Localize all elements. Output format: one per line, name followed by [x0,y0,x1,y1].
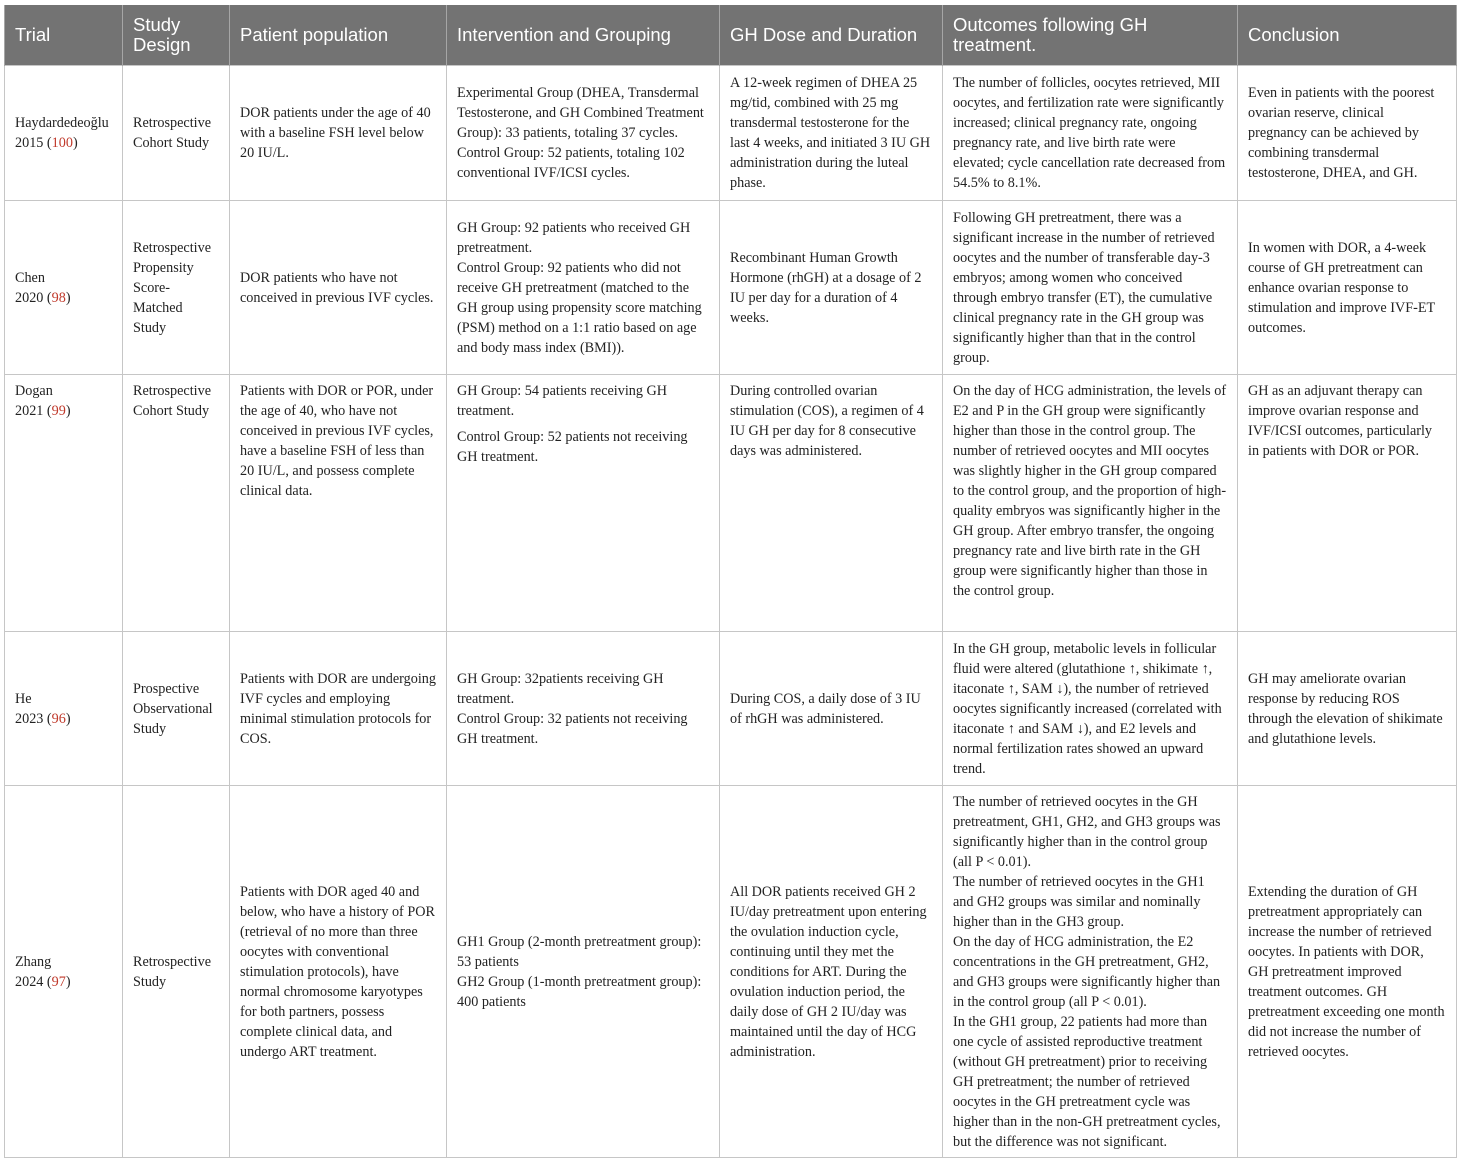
cell-design: Retrospective Study [123,786,230,1158]
cell-outcomes [943,786,1238,1158]
cell-conclusion: Even in patients with the poorest ovarian reserve, clinical pregnancy can be achieved by combining transdermal testosterone, DHEA, and GH. [1238,66,1457,201]
reference-link[interactable]: 99 [51,403,66,419]
trial-year: 2021 ( [15,403,52,419]
trial-year: 2023 ( [15,710,52,727]
cell-design: Retrospective Cohort Study [123,66,230,201]
cell-population: Patients with DOR or POR, under the age of 40, who have not conceived in previous IVF cycles, have a baseline FSH of less than 20 IU/L, and possess complete clinical data. [230,375,447,632]
table-row [5,66,1457,201]
cell-trial [5,786,123,1158]
reference-link[interactable]: 100 [51,135,73,151]
cell-trial [5,632,123,786]
outcome-paragraph-2: The number of retrieved oocytes in the GH1 and GH2 groups was similar and nominally higher than in the GH3 group. [953,873,1205,930]
cell-intervention [447,66,720,201]
cell-trial [5,201,123,375]
cell-dose: During controlled ovarian stimulation (COS), a regimen of 4 IU GH per day for 8 consecutive days was administered. [720,375,943,632]
study-table [4,5,1457,1158]
table-row [5,375,1457,632]
intervention-group-1: GH1 Group (2-month pretreatment group): 53 patients [457,933,702,970]
trial-close: ) [65,403,71,419]
cell-design: Retrospective Propensity Score-Matched Study [123,201,230,375]
table-body [5,66,1457,1158]
reference-link[interactable]: 98 [51,289,66,306]
table-container [4,5,1460,1158]
reference-link[interactable]: 96 [51,710,66,727]
cell-design: Retrospective Cohort Study [123,375,230,632]
cell-dose: A 12-week regimen of DHEA 25 mg/tid, combined with 25 mg transdermal testosterone for the last 4 weeks, and initiated 3 IU GH administration during the luteal phase. [720,66,943,201]
trial-year-line [15,972,112,992]
header-patient-population: Patient population [230,5,447,66]
trial-name: Zhang [15,953,52,970]
header-trial: Trial [5,5,123,66]
cell-outcomes: The number of follicles, oocytes retrieved, MII oocytes, and fertilization rate were significantly increased; clinical pregnancy rate, ongoing pregnancy rate, and live birth rate were elevated; cycle cancellation rate decreased from 54.5% to 8.1%. [943,66,1238,201]
intervention-group-1: Experimental Group (DHEA, Transdermal Testosterone, and GH Combined Treatment Group): 33 patients, totaling 37 cycles. [457,85,704,141]
intervention-group-1: GH Group: 92 patients who received GH pretreatment. [457,219,691,256]
trial-year-line [15,401,112,421]
header-outcomes: Outcomes following GH treatment. [943,5,1238,66]
table-row [5,786,1457,1158]
intervention-group-2: GH2 Group (1-month pretreatment group): 400 patients [457,973,702,1010]
intervention-group-1: GH Group: 54 patients receiving GH treatment. [457,383,668,419]
cell-conclusion: In women with DOR, a 4-week course of GH pretreatment can enhance ovarian response to stimulation and improve IVF-ET outcomes. [1238,201,1457,375]
cell-intervention [447,375,720,632]
cell-intervention [447,632,720,786]
intervention-group-2: Control Group: 32 patients not receiving GH treatment. [457,710,688,747]
header-study-design: Study Design [123,5,230,66]
cell-dose: All DOR patients received GH 2 IU/day pretreatment upon entering the ovulation induction cycle, continuing until they met the conditions for ART. During the ovulation induction period, the daily dose of GH 2 IU/day was maintained until the day of HCG administration. [720,786,943,1158]
trial-year: 2024 ( [15,973,52,990]
header-intervention: Intervention and Grouping [447,5,720,66]
cell-conclusion: GH as an adjuvant therapy can improve ovarian response and IVF/ICSI outcomes, particularly in patients with DOR or POR. [1238,375,1457,632]
cell-population: DOR patients under the age of 40 with a baseline FSH level below 20 IU/L. [230,66,447,201]
cell-population: DOR patients who have not conceived in previous IVF cycles. [230,201,447,375]
header-conclusion: Conclusion [1238,5,1457,66]
intervention-group-2: Control Group: 52 patients, totaling 102 conventional IVF/ICSI cycles. [457,145,685,181]
intervention-group-1: GH Group: 32patients receiving GH treatment. [457,670,664,707]
cell-conclusion: Extending the duration of GH pretreatment appropriately can increase the number of retrieved oocytes. In patients with DOR, GH pretreatment improved treatment outcomes. GH pretreatment exceeding one month did not increase the number of retrieved oocytes. [1238,786,1457,1158]
cell-dose: During COS, a daily dose of 3 IU of rhGH was administered. [720,632,943,786]
trial-name: Haydardedeoğlu [15,115,109,131]
outcome-paragraph-4: In the GH1 group, 22 patients had more than one cycle of assisted reproductive treatment (without GH pretreatment) prior to receiving GH pretreatment; the number of retrieved oocytes in the GH pretreatment cycle was higher than in the non-GH pretreatment cycles, but the difference was not significant. [953,1013,1221,1150]
header-row [5,5,1457,66]
cell-population: Patients with DOR are undergoing IVF cycles and employing minimal stimulation protocols for COS. [230,632,447,786]
table-row [5,201,1457,375]
table-row [5,632,1457,786]
trial-year-line [15,709,112,729]
cell-dose: Recombinant Human Growth Hormone (rhGH) at a dosage of 2 IU per day for a duration of 4 weeks. [720,201,943,375]
cell-outcomes: On the day of HCG administration, the levels of E2 and P in the GH group were significantly higher than those in the control group. The number of retrieved oocytes and MII oocytes was slightly higher in the GH group compared to the control group, and the proportion of high-quality embryos was significantly higher in the GH group. After embryo transfer, the ongoing pregnancy rate and live birth rate in the GH group were significantly higher than those in the control group. [943,375,1238,632]
cell-trial [5,66,123,201]
intervention-group-2: Control Group: 52 patients not receiving GH treatment. [457,429,688,465]
cell-trial [5,375,123,632]
header-gh-dose: GH Dose and Duration [720,5,943,66]
trial-year: 2015 ( [15,135,52,151]
reference-link[interactable]: 97 [51,973,66,990]
cell-intervention [447,786,720,1158]
cell-intervention [447,201,720,375]
trial-year-line [15,133,112,153]
outcome-paragraph-1: The number of retrieved oocytes in the GH pretreatment, GH1, GH2, and GH3 groups was significantly higher than in the control group (all P < 0.01). [953,793,1221,870]
cell-outcomes: Following GH pretreatment, there was a significant increase in the number of retrieved oocytes and the number of transferable day-3 embryos; among women who conceived through embryo transfer (ET), the cumulative clinical pregnancy rate in the GH group was significantly higher than that in the control group. [943,201,1238,375]
outcome-paragraph-3: On the day of HCG administration, the E2 concentrations in the GH pretreatment, GH2, and GH3 groups were significantly higher than in the control group (all P < 0.01). [953,933,1221,1010]
cell-outcomes: In the GH group, metabolic levels in follicular fluid were altered (glutathione ↑, shikimate ↑, itaconate ↑, SAM ↓), the number of retrieved oocytes significantly increased (correlated with itaconate ↑ and SAM ↓), and E2 levels and normal fertilization rates showed an upward trend. [943,632,1238,786]
trial-year-line [15,288,112,308]
trial-year: 2020 ( [15,289,52,306]
intervention-group-2: Control Group: 92 patients who did not receive GH pretreatment (matched to the GH group using propensity score matching (PSM) method on a 1:1 ratio based on age and body mass index (BMI)). [457,259,702,356]
trial-name: He [15,690,32,707]
trial-close: ) [65,710,71,727]
trial-close: ) [65,973,71,990]
trial-name: Chen [15,269,45,286]
trial-close: ) [72,135,78,151]
trial-close: ) [65,289,71,306]
cell-conclusion: GH may ameliorate ovarian response by reducing ROS through the elevation of shikimate and glutathione levels. [1238,632,1457,786]
cell-design: Prospective Observational Study [123,632,230,786]
trial-name: Dogan [15,383,53,399]
cell-population: Patients with DOR aged 40 and below, who have a history of POR (retrieval of no more than three oocytes with conventional stimulation protocols), have normal chromosome karyotypes for both partners, possess complete clinical data, and undergo ART treatment. [230,786,447,1158]
table-header [5,5,1457,66]
